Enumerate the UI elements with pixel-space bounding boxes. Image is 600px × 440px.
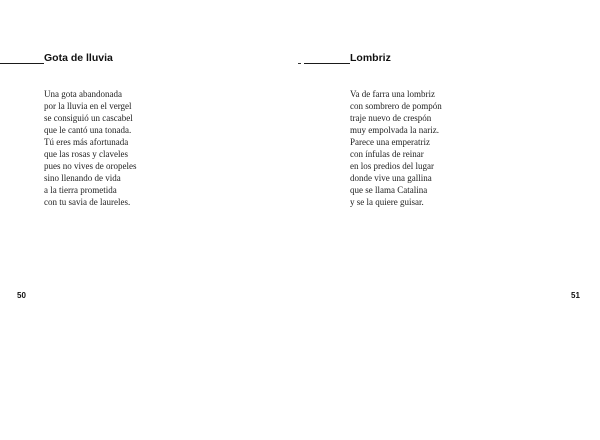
poem-line: que se llama Catalina	[350, 185, 428, 195]
poem-line: y se la quiere guisar.	[350, 197, 424, 207]
poem-line: Tú eres más afortunada	[44, 137, 129, 147]
page-number: 51	[571, 291, 580, 300]
poem-body	[44, 88, 136, 208]
poem-body	[350, 88, 442, 208]
poem-line: traje nuevo de crespón	[350, 113, 432, 123]
poem-line: con tu savia de laureles.	[44, 197, 131, 207]
poem-line: que le cantó una tonada.	[44, 125, 132, 135]
poem-line: a la tierra prometida	[44, 185, 117, 195]
poem-line: Una gota abandonada	[44, 89, 122, 99]
poem-line: que las rosas y claveles	[44, 149, 128, 159]
poem-title: Lombriz	[350, 52, 391, 64]
poem-line: Parece una emperatriz	[350, 137, 430, 147]
poem-line: Va de farra una lombriz	[350, 89, 435, 99]
poem-line: con sombrero de pompón	[350, 101, 442, 111]
poem-line: sino llenando de vida	[44, 173, 121, 183]
poem-line: en los predios del lugar	[350, 161, 434, 171]
poem-line: con ínfulas de reinar	[350, 149, 424, 159]
page-number: 50	[17, 291, 26, 300]
poem-line: se consiguió un cascabel	[44, 113, 133, 123]
poem-line: pues no vives de oropeles	[44, 161, 137, 171]
ornament-dot	[298, 63, 301, 64]
right-page	[300, 0, 600, 440]
poem-line: muy empolvada la nariz.	[350, 125, 439, 135]
poem-line: por la lluvia en el vergel	[44, 101, 132, 111]
poem-line: donde vive una gallina	[350, 173, 432, 183]
title-rule	[0, 63, 44, 64]
poem-title: Gota de lluvia	[44, 52, 113, 64]
title-rule	[304, 63, 350, 64]
